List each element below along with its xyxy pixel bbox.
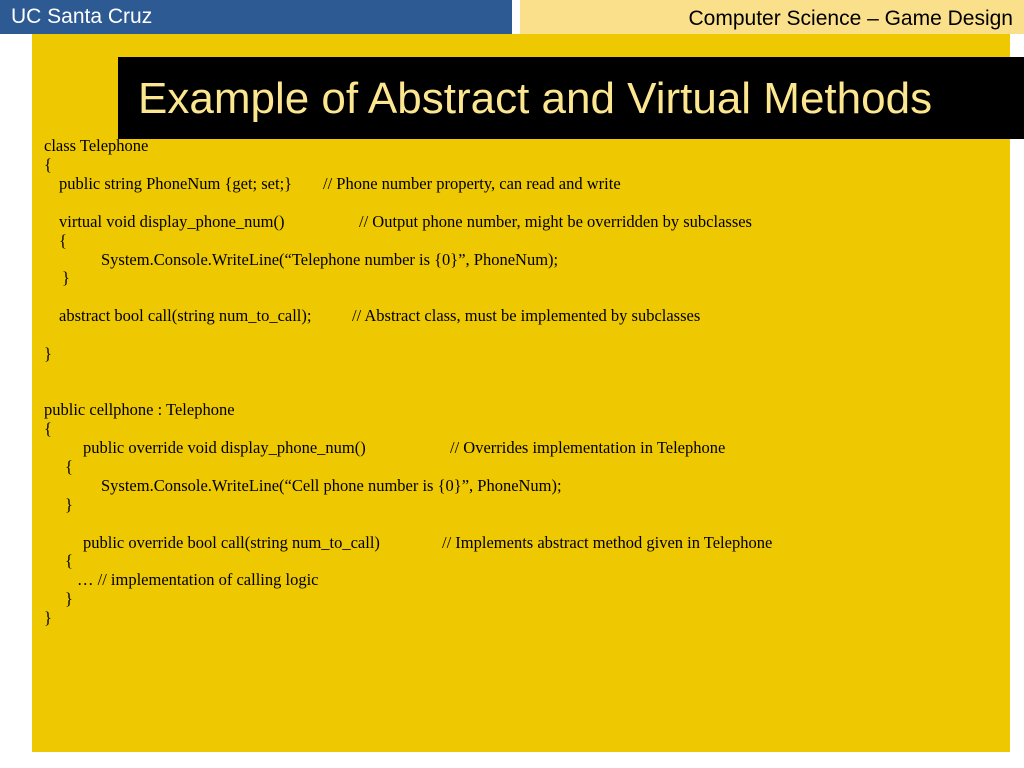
code-line: public override void display_phone_num() bbox=[83, 438, 366, 457]
code-line: } bbox=[65, 495, 73, 514]
code-line: } bbox=[65, 589, 73, 608]
code-line: { bbox=[65, 457, 73, 476]
header-institution: UC Santa Cruz bbox=[0, 0, 512, 34]
code-line: virtual void display_phone_num() bbox=[59, 212, 285, 231]
code-line: public override bool call(string num_to_call) bbox=[83, 533, 380, 552]
code-line: { bbox=[59, 231, 67, 250]
code-line: } bbox=[44, 344, 52, 363]
code-line: } bbox=[62, 268, 70, 287]
code-comment: // Abstract class, must be implemented by subclasses bbox=[352, 306, 701, 325]
code-line: { bbox=[44, 155, 52, 174]
code-line: public cellphone : Telephone bbox=[44, 400, 235, 419]
code-line: … // implementation of calling logic bbox=[77, 570, 319, 589]
code-line: System.Console.WriteLine(“Telephone number is {0}”, PhoneNum); bbox=[101, 250, 559, 269]
code-comment: // Implements abstract method given in Telephone bbox=[442, 533, 773, 552]
code-comment: // Phone number property, can read and write bbox=[323, 174, 621, 193]
code-line: abstract bool call(string num_to_call); bbox=[59, 306, 312, 325]
code-line: { bbox=[44, 419, 52, 438]
code-line: class Telephone bbox=[44, 136, 149, 155]
code-line: { bbox=[65, 551, 73, 570]
header-course: Computer Science – Game Design bbox=[520, 0, 1024, 34]
code-comment: // Overrides implementation in Telephone bbox=[450, 438, 726, 457]
code-line: } bbox=[44, 608, 52, 627]
code-line: public string PhoneNum {get; set;} bbox=[59, 174, 293, 193]
code-line: System.Console.WriteLine(“Cell phone number is {0}”, PhoneNum); bbox=[101, 476, 562, 495]
code-comment: // Output phone number, might be overridden by subclasses bbox=[359, 212, 752, 231]
slide-title: Example of Abstract and Virtual Methods bbox=[118, 57, 1024, 139]
